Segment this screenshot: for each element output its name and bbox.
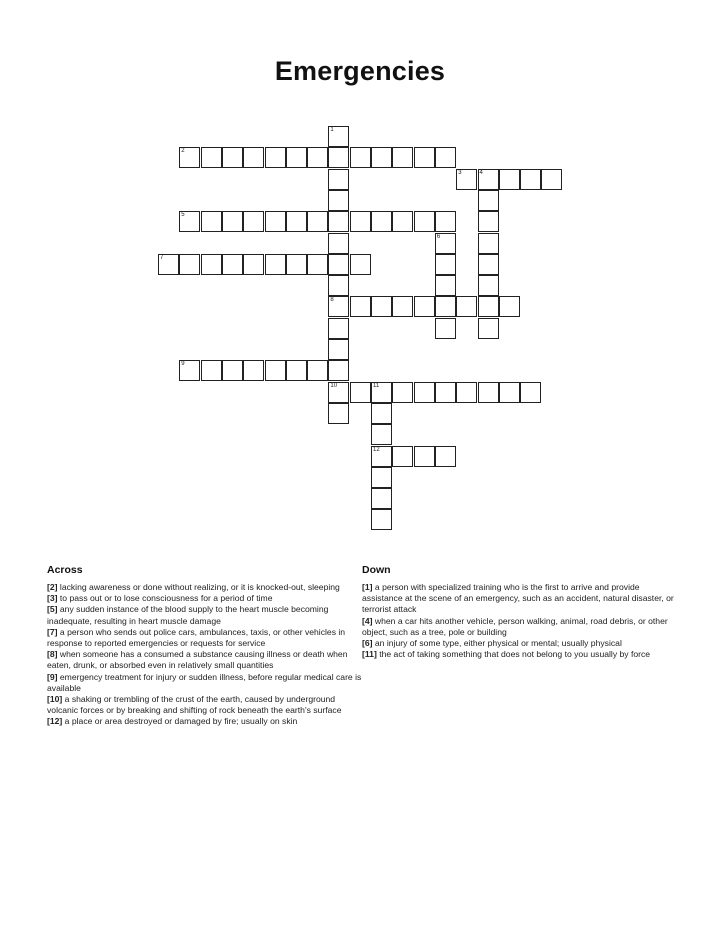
grid-cell[interactable] (328, 318, 349, 339)
grid-cell[interactable] (158, 254, 179, 275)
clue-item-number: [12] (47, 716, 63, 727)
grid-cell[interactable] (456, 296, 477, 317)
clue-item-text: a shaking or trembling of the crust of the earth, caused by underground volcanic forces or by breaking and shifting of rock beneath the earth's surface (47, 694, 342, 716)
grid-cell[interactable] (499, 296, 520, 317)
grid-cell[interactable] (371, 467, 392, 488)
grid-cell[interactable] (478, 233, 499, 254)
clue-item (47, 649, 362, 671)
grid-cell[interactable] (371, 147, 392, 168)
grid-cell[interactable] (307, 211, 328, 232)
grid-cell[interactable] (371, 296, 392, 317)
clue-item-text: emergency treatment for injury or sudden illness, before regular medical care is available (47, 671, 362, 693)
grid-cell[interactable] (414, 147, 435, 168)
clue-item-number: [6] (362, 638, 373, 649)
grid-cell[interactable] (179, 254, 200, 275)
clue-item (47, 593, 362, 604)
grid-cell[interactable] (179, 360, 200, 381)
clue-number: 8 (330, 297, 334, 304)
grid-cell[interactable] (265, 211, 286, 232)
grid-cell[interactable] (414, 446, 435, 467)
grid-cell[interactable] (286, 254, 307, 275)
clue-item (47, 604, 362, 626)
grid-cell[interactable] (499, 169, 520, 190)
grid-cell[interactable] (520, 169, 541, 190)
grid-cell[interactable] (307, 254, 328, 275)
clue-item-number: [4] (362, 615, 373, 626)
grid-cell[interactable] (328, 339, 349, 360)
grid-cell[interactable] (435, 147, 456, 168)
puzzle-title: Emergencies (274, 56, 446, 86)
grid-cell[interactable] (435, 296, 456, 317)
clue-item-number: [3] (47, 593, 58, 604)
clue-item-text: any sudden instance of the blood supply to the heart muscle becoming inadequate, resulting in heart muscle damage (47, 604, 329, 626)
across-heading: Across (47, 564, 83, 576)
down-clue-list (362, 582, 677, 660)
clue-item-number: [10] (47, 694, 63, 705)
grid-cell[interactable] (520, 382, 541, 403)
grid-cell[interactable] (414, 211, 435, 232)
grid-cell[interactable] (456, 382, 477, 403)
clue-item-text: when a car hits another vehicle, person walking, animal, road debris, or other object, such as a tree, pole or building (362, 615, 668, 637)
across-clue-list (47, 582, 362, 728)
grid-cell[interactable] (371, 424, 392, 445)
grid-cell[interactable] (307, 360, 328, 381)
clue-item (362, 616, 677, 638)
grid-cell[interactable] (392, 211, 413, 232)
grid-cell[interactable] (350, 382, 371, 403)
grid-cell[interactable] (478, 190, 499, 211)
grid-cell[interactable] (222, 254, 243, 275)
grid-cell[interactable] (328, 296, 349, 317)
clue-number: 9 (181, 361, 185, 368)
clue-number: 4 (479, 169, 483, 176)
grid-cell[interactable] (265, 254, 286, 275)
grid-cell[interactable] (435, 211, 456, 232)
clue-item-number: [5] (47, 604, 58, 615)
grid-cell[interactable] (371, 211, 392, 232)
grid-cell[interactable] (392, 446, 413, 467)
grid-cell[interactable] (328, 254, 349, 275)
grid-cell[interactable] (392, 147, 413, 168)
clue-item-number: [9] (47, 671, 58, 682)
clue-item-number: [1] (362, 582, 373, 592)
grid-cell[interactable] (478, 275, 499, 296)
clue-item-text: when someone has a consumed a substance causing illness or death when eaten, drunk, or absorbed even in relatively small quantities (47, 649, 348, 671)
grid-cell[interactable] (328, 403, 349, 424)
grid-cell[interactable] (328, 275, 349, 296)
grid-cell[interactable] (478, 211, 499, 232)
clue-number: 3 (458, 169, 462, 176)
grid-cell[interactable] (414, 296, 435, 317)
grid-cell[interactable] (371, 509, 392, 530)
grid-cell[interactable] (435, 318, 456, 339)
clue-item (47, 716, 362, 727)
clue-item-text: a person with specialized training who is the first to arrive and provide assistance at the scene of an emergency, such as an accident, natural disaster, or terrorist attack (362, 582, 674, 615)
clue-item-text: a person who sends out police cars, ambulances, taxis, or other vehicles in response to reported emergencies or requests for service (47, 626, 346, 649)
grid-cell[interactable] (435, 254, 456, 275)
clue-item (362, 649, 677, 660)
grid-cell[interactable] (478, 169, 499, 190)
grid-cell[interactable] (435, 233, 456, 254)
clue-item (362, 638, 677, 649)
grid-cell[interactable] (414, 382, 435, 403)
grid-cell[interactable] (286, 360, 307, 381)
grid-cell[interactable] (350, 254, 371, 275)
grid-cell[interactable] (392, 296, 413, 317)
grid-cell[interactable] (328, 190, 349, 211)
clue-item-text: to pass out or to lose consciousness for a period of time (57, 593, 273, 604)
grid-cell[interactable] (243, 254, 264, 275)
grid-cell[interactable] (371, 403, 392, 424)
clue-item (47, 627, 362, 649)
clue-item-number: [7] (47, 626, 58, 637)
grid-cell[interactable] (201, 360, 222, 381)
grid-cell[interactable] (478, 254, 499, 275)
clue-number: 7 (160, 254, 164, 261)
grid-cell[interactable] (243, 147, 264, 168)
down-heading: Down (362, 564, 391, 576)
grid-cell[interactable] (328, 169, 349, 190)
grid-cell[interactable] (201, 211, 222, 232)
grid-cell[interactable] (286, 211, 307, 232)
grid-cell[interactable] (478, 382, 499, 403)
grid-cell[interactable] (328, 382, 349, 403)
grid-cell[interactable] (435, 275, 456, 296)
grid-cell[interactable] (201, 254, 222, 275)
grid-cell[interactable] (435, 446, 456, 467)
clue-item-text: the act of taking something that does not belong to you usually by force (376, 649, 651, 660)
grid-cell[interactable] (350, 211, 371, 232)
grid-cell[interactable] (265, 147, 286, 168)
grid-cell[interactable] (222, 147, 243, 168)
grid-cell[interactable] (328, 147, 349, 168)
grid-cell[interactable] (435, 382, 456, 403)
clue-number: 5 (181, 212, 185, 219)
clue-item-text: a place or area destroyed or damaged by fire; usually on skin (62, 716, 298, 727)
grid-cell[interactable] (328, 360, 349, 381)
grid-cell[interactable] (371, 446, 392, 467)
grid-cell[interactable] (456, 169, 477, 190)
clue-number: 12 (373, 446, 380, 453)
down-clues (362, 564, 677, 660)
grid-cell[interactable] (328, 233, 349, 254)
grid-cell[interactable] (371, 382, 392, 403)
grid-cell[interactable] (222, 360, 243, 381)
grid-cell[interactable] (541, 169, 562, 190)
clue-item-number: [2] (47, 582, 58, 592)
clue-item-text: lacking awareness or done without realizing, or it is knocked-out, sleeping (57, 582, 340, 592)
clue-item-text: an injury of some type, either physical or mental; usually physical (372, 638, 622, 649)
clue-item (47, 582, 362, 593)
grid-cell[interactable] (243, 211, 264, 232)
clue-number: 10 (330, 382, 338, 389)
grid-cell[interactable] (350, 296, 371, 317)
grid-cell[interactable] (201, 147, 222, 168)
grid-cell[interactable] (328, 211, 349, 232)
clue-number: 1 (330, 127, 334, 133)
grid-cell[interactable] (179, 211, 200, 232)
grid-cell[interactable] (328, 126, 349, 147)
grid-cell[interactable] (222, 211, 243, 232)
clue-item-number: [11] (362, 649, 377, 660)
clue-number: 2 (181, 148, 185, 155)
clue-item (47, 672, 362, 694)
grid-cell[interactable] (265, 360, 286, 381)
grid-cell[interactable] (179, 147, 200, 168)
clue-item-number: [8] (47, 649, 58, 660)
grid-cell[interactable] (499, 382, 520, 403)
grid-cell[interactable] (371, 488, 392, 509)
grid-cell[interactable] (478, 296, 499, 317)
clue-number: 11 (373, 382, 380, 389)
grid-cell[interactable] (307, 147, 328, 168)
grid-cell[interactable] (286, 147, 307, 168)
across-clues (47, 564, 362, 728)
clue-item (47, 694, 362, 716)
grid-cell[interactable] (478, 318, 499, 339)
clue-number: 6 (436, 233, 441, 240)
grid-cell[interactable] (243, 360, 264, 381)
grid-cell[interactable] (350, 147, 371, 168)
grid-cell[interactable] (392, 382, 413, 403)
clue-item (362, 582, 677, 616)
